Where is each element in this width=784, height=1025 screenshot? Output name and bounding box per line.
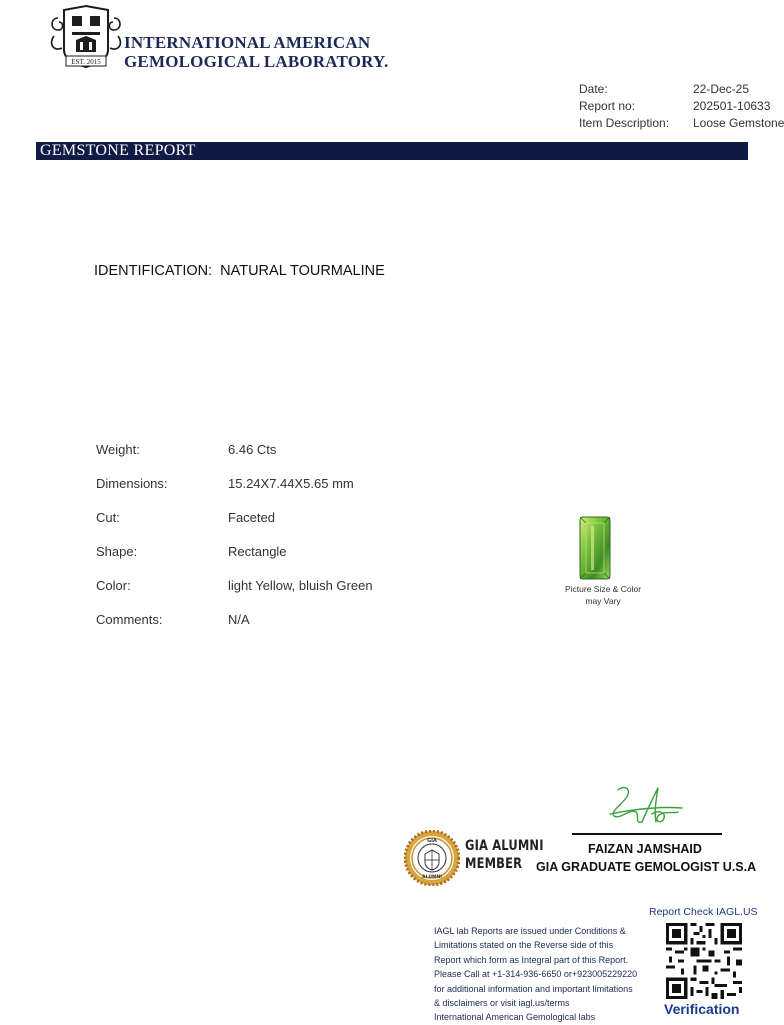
lab-crest-logo — [46, 4, 126, 72]
date-label: Date: — [579, 82, 608, 96]
comments-value: N/A — [228, 612, 250, 627]
shape-label: Shape: — [96, 544, 138, 559]
disclaimer-text — [434, 924, 652, 1025]
disclaimer-line: for additional information and important limitations — [434, 983, 633, 994]
gemstone-image — [579, 516, 611, 580]
dimensions-label: Dimensions: — [96, 476, 168, 491]
item-description-value: Loose Gemstone — [693, 116, 784, 130]
color-value: light Yellow, bluish Green — [228, 578, 373, 593]
lab-name-line1: INTERNATIONAL AMERICAN — [124, 33, 371, 52]
cut-label: Cut: — [96, 510, 120, 525]
gemologist-title: GIA GRADUATE GEMOLOGIST U.S.A — [536, 860, 757, 874]
weight-value: 6.46 Cts — [228, 442, 277, 457]
disclaimer-line: Please Call at +1-314-936-6650 or+923005229220 — [434, 969, 638, 980]
comments-label: Comments: — [96, 612, 163, 627]
report-check-link[interactable]: Report Check IAGL.US — [649, 906, 758, 918]
disclaimer-line: IAGL lab Reports are issued under Conditions & — [434, 926, 626, 936]
weight-label: Weight: — [96, 442, 140, 457]
gia-alumni-seal — [404, 830, 460, 886]
disclaimer-line: International American Gemological labs — [434, 1012, 596, 1023]
shape-value: Rectangle — [228, 544, 287, 559]
gemologist-name: FAIZAN JAMSHAID — [588, 842, 702, 856]
identification-value: NATURAL TOURMALINE — [220, 263, 385, 279]
lab-name-line2: GEMOLOGICAL LABORATORY. — [124, 52, 389, 71]
member-text: MEMBER — [465, 856, 523, 872]
identification-line — [94, 263, 385, 279]
color-label: Color: — [96, 578, 131, 593]
disclaimer-line: Limitations stated on the Reverse side of this — [434, 940, 614, 951]
report-no-label: Report no: — [579, 99, 636, 113]
verification-label: Verification — [664, 1001, 740, 1017]
qr-code[interactable] — [666, 923, 742, 999]
signature-line — [572, 833, 722, 835]
logo-est-text: EST. 2015 — [71, 58, 101, 66]
item-description-label: Item Description: — [579, 116, 670, 130]
dimensions-value: 15.24X7.44X5.65 mm — [228, 476, 354, 491]
date-value: 22-Dec-25 — [693, 82, 750, 96]
gem-caption-line1: Picture Size & Color — [564, 584, 642, 594]
report-banner — [36, 142, 748, 160]
report-no-value: 202501-10633 — [693, 99, 771, 113]
disclaimer-line: Report which form as Integral part of this Report. — [434, 954, 629, 965]
handwritten-signature — [596, 778, 692, 832]
seal-inner-top: GIA — [427, 838, 437, 844]
disclaimer-line: & disclaimers or visit iagl.us/terms — [434, 998, 570, 1009]
identification-label: IDENTIFICATION: — [94, 263, 213, 279]
gem-caption-line2: may Vary — [585, 596, 621, 606]
seal-inner-bottom: ALUMNI — [422, 875, 442, 880]
gem-caption — [553, 583, 653, 607]
cut-value: Faceted — [228, 510, 275, 525]
gia-alumni-text: GIA ALUMNI — [465, 838, 544, 854]
report-banner-title: GEMSTONE REPORT — [40, 142, 196, 159]
